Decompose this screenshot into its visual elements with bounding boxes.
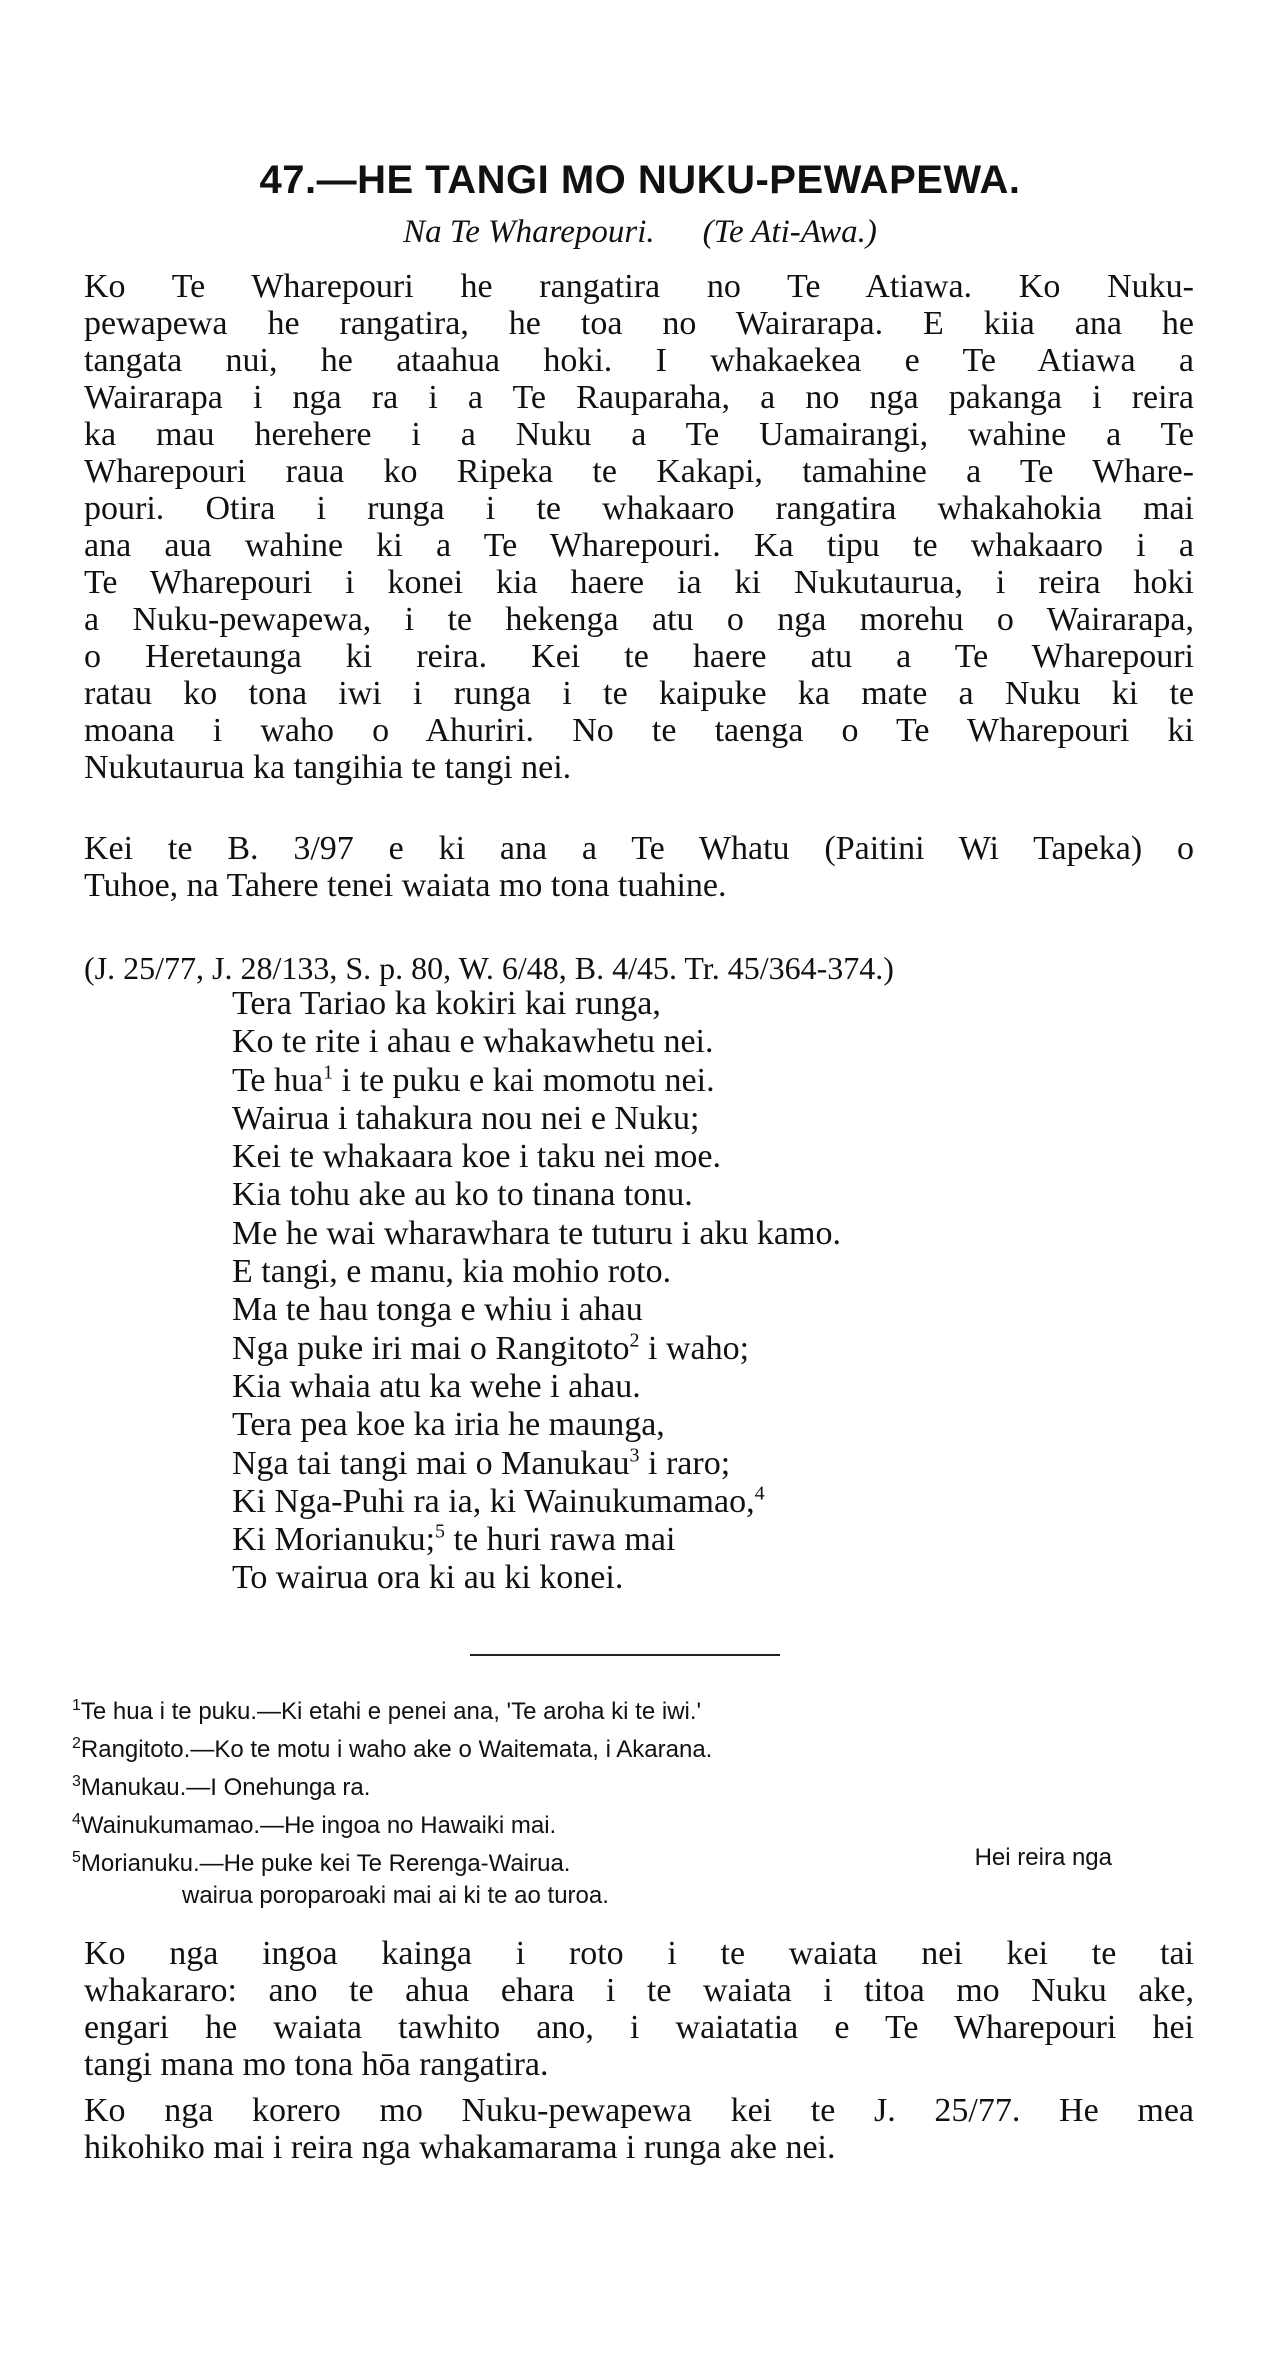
footnote: $^3$Manukau.—I Onehunga ra. — [72, 1773, 371, 1801]
intro-paragraph — [84, 268, 1194, 786]
footnote-continuation: wairua poroparoaki mai ai ki te ao turoa. — [182, 1882, 609, 1909]
text-line: ana aua wahine ki a Te Wharepouri. Ka tipu te whakaaro i a — [84, 527, 1194, 564]
footnote: $^4$Wainukumamao.—He ingoa no Hawaiki mai. — [72, 1811, 557, 1839]
poem-line: Ki Nga-Puhi ra ia, ki Wainukumamao,$^4$ — [232, 1482, 765, 1520]
poem-line: Kia whaia atu ka wehe i ahau. — [232, 1367, 641, 1405]
text-line: Ko nga ingoa kainga i roto i te waiata nei kei te tai — [84, 1935, 1194, 1972]
poem-line: Tera Tariao ka kokiri kai runga, — [232, 985, 661, 1022]
text-line: Nukutaurua ka tangihia te tangi nei. — [84, 749, 572, 786]
text-line: hikohiko mai i reira nga whakamarama i runga ake nei. — [84, 2129, 836, 2166]
footnote-marker: 1 — [323, 1061, 334, 1084]
footnote-divider — [470, 1654, 780, 1656]
text-line: ratau ko tona iwi i runga i te kaipuke ka mate a Nuku ki te — [84, 675, 1194, 712]
text-line: Te Wharepouri i konei kia haere ia ki Nukutaurua, i reira hoki — [84, 564, 1194, 601]
poem-line: Ma te hau tonga e whiu i ahau — [232, 1291, 643, 1329]
footnote-marker: 5 — [435, 1520, 446, 1543]
text-line: moana i waho o Ahuriri. No te taenga o Te Wharepouri ki — [84, 712, 1194, 749]
poem-line: Ki Morianuku;$^5$ te huri rawa mai — [232, 1520, 676, 1559]
footnotes — [72, 1690, 1182, 1912]
footnote: $^1$Te hua i te puku.—Ki etahi e penei ana, 'Te aroha ki te iwi.' — [72, 1697, 702, 1725]
poem — [232, 985, 841, 1598]
footnote: $^5$Morianuku.—He puke kei Te Rerenga-Wairua. Hei reira nga — [72, 1844, 1112, 1877]
poem-line: Wairua i tahakura nou nei e Nuku; — [232, 1099, 700, 1137]
text-line: whakararo: ano te ahua ehara i te waiata i titoa mo Nuku ake, — [84, 1972, 1194, 2009]
poem-line: E tangi, e manu, kia mohio roto. — [232, 1253, 672, 1291]
poem-line: Kia tohu ake au ko to tinana tonu. — [232, 1176, 693, 1214]
text-line: Wairarapa i nga ra i a Te Rauparaha, a no nga pakanga i reira — [84, 379, 1194, 416]
byline-tribe: (Te Ati-Awa.) — [702, 214, 877, 250]
byline-author: Na Te Wharepouri. — [403, 214, 655, 250]
text-line: engari he waiata tawhito ano, i waiatatia e Te Wharepouri hei — [84, 2009, 1194, 2046]
page-title: 47.—HE TANGI MO NUKU-PEWAPEWA. — [259, 158, 1021, 202]
text-line: pouri. Otira i runga i te whakaaro rangatira whakahokia mai — [84, 490, 1194, 527]
text-line: Tuhoe, na Tahere tenei waiata mo tona tuahine. — [84, 867, 727, 904]
text-line: Wharepouri raua ko Ripeka te Kakapi, tamahine a Te Whare- — [84, 453, 1194, 490]
text-line: o Heretaunga ki reira. Kei te haere atu a Te Wharepouri — [84, 638, 1194, 675]
closing-paragraph — [84, 1935, 1194, 2083]
text-line: tangi mana mo tona hōa rangatira. — [84, 2046, 549, 2083]
references-line: (J. 25/77, J. 28/133, S. p. 80, W. 6/48, B. 4/45. Tr. 45/364-374.) — [84, 950, 894, 986]
byline — [0, 214, 1280, 251]
text-line: Kei te B. 3/97 e ki ana a Te Whatu (Paitini Wi Tapeka) o — [84, 830, 1194, 867]
poem-line: Kei te whakaara koe i taku nei moe. — [232, 1138, 722, 1176]
text-line: tangata nui, he ataahua hoki. I whakaekea e Te Atiawa a — [84, 342, 1194, 379]
poem-line: Me he wai wharawhara te tuturu i aku kamo. — [232, 1214, 841, 1252]
footnote-marker: 2 — [629, 1329, 640, 1352]
text-line: Ko nga korero mo Nuku-pewapewa kei te J. 25/77. He mea — [84, 2092, 1194, 2129]
text-line: pewapewa he rangatira, he toa no Wairarapa. E kiia ana he — [84, 305, 1194, 342]
text-line: Ko Te Wharepouri he rangatira no Te Atiawa. Ko Nuku- — [84, 268, 1194, 305]
final-paragraph — [84, 2092, 1194, 2166]
footnote-marker: 4 — [754, 1482, 765, 1505]
source-paragraph — [84, 830, 1194, 904]
poem-line: Ko te rite i ahau e whakawhetu nei. — [232, 1023, 714, 1061]
poem-line: Nga tai tangi mai o Manukau$^3$ i raro; — [232, 1444, 731, 1482]
text-line: ka mau herehere i a Nuku a Te Uamairangi, wahine a Te — [84, 416, 1194, 453]
footnote: $^2$Rangitoto.—Ko te motu i waho ake o Waitemata, i Akarana. — [72, 1735, 713, 1763]
poem-line: To wairua ora ki au ki konei. — [232, 1559, 624, 1597]
text-line: a Nuku-pewapewa, i te hekenga atu o nga morehu o Wairarapa, — [84, 601, 1194, 638]
poem-line: Nga puke iri mai o Rangitoto$^2$ i waho; — [232, 1329, 750, 1367]
poem-line: Tera pea koe ka iria he maunga, — [232, 1406, 665, 1444]
poem-line: Te hua$^1$ i te puku e kai momotu nei. — [232, 1061, 715, 1099]
footnote-marker: 3 — [629, 1444, 640, 1467]
